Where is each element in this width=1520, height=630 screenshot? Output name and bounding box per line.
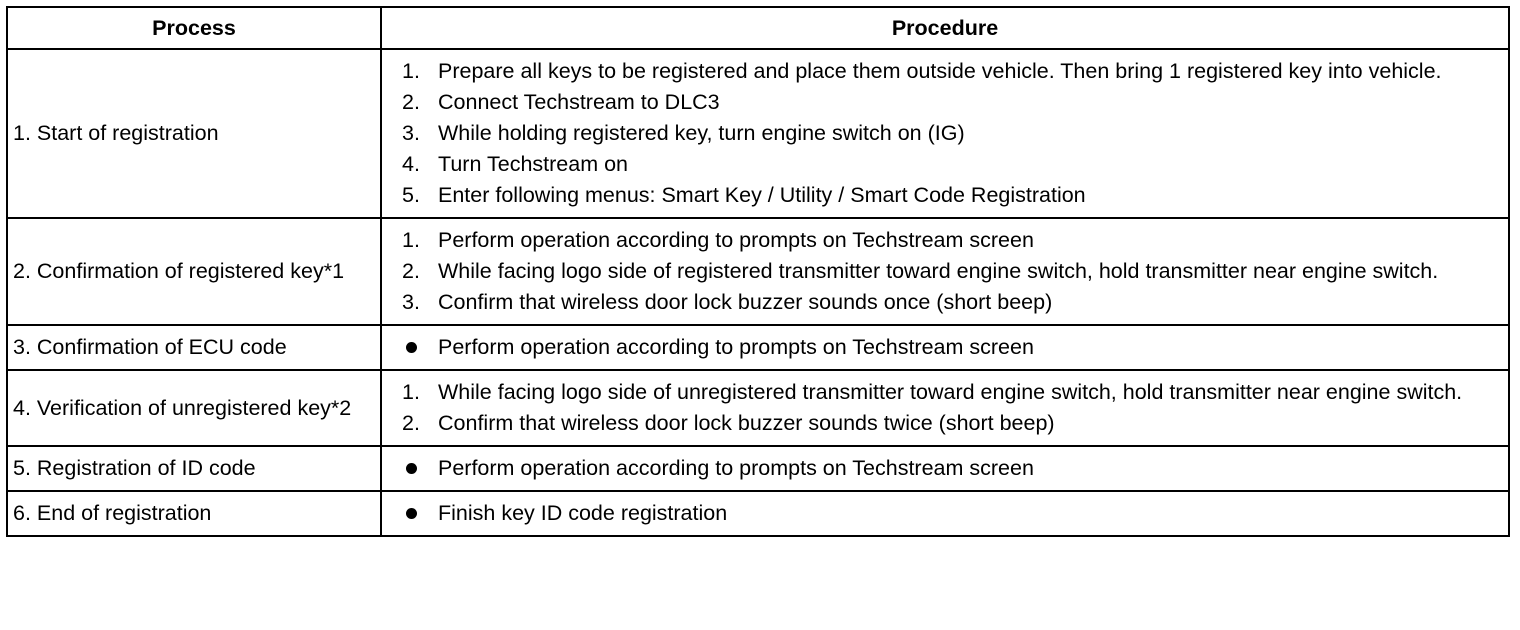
step-text: While holding registered key, turn engine switch on (IG)	[438, 121, 965, 145]
step-text: Perform operation according to prompts on Techstream screen	[438, 456, 1034, 480]
step-item	[402, 256, 1500, 287]
step-text: Finish key ID code registration	[438, 501, 728, 525]
step-text: Connect Techstream to DLC3	[438, 90, 720, 114]
step-number: 1.	[402, 380, 420, 404]
step-item	[402, 287, 1500, 318]
step-item	[402, 453, 1500, 484]
step-number: 5.	[402, 183, 420, 207]
step-text: While facing logo side of unregistered transmitter toward engine switch, hold transmitter near engine switch.	[438, 380, 1463, 404]
step-text: Confirm that wireless door lock buzzer sounds once (short beep)	[438, 290, 1053, 314]
procedure-cell	[381, 218, 1509, 325]
table-row	[7, 325, 1509, 370]
procedure-cell	[381, 325, 1509, 370]
table-row	[7, 491, 1509, 536]
step-text: Perform operation according to prompts on Techstream screen	[438, 228, 1034, 252]
step-text: Perform operation according to prompts on Techstream screen	[438, 335, 1034, 359]
process-cell: 1. Start of registration	[7, 49, 381, 218]
step-list	[402, 498, 1500, 529]
process-cell: 4. Verification of unregistered key*2	[7, 370, 381, 446]
process-cell: 3. Confirmation of ECU code	[7, 325, 381, 370]
step-item	[402, 408, 1500, 439]
step-text: Enter following menus: Smart Key / Utility / Smart Code Registration	[438, 183, 1086, 207]
procedure-cell	[381, 446, 1509, 491]
process-cell: 5. Registration of ID code	[7, 446, 381, 491]
table-row	[7, 370, 1509, 446]
table-row	[7, 218, 1509, 325]
header-procedure: Procedure	[381, 7, 1509, 49]
process-cell: 2. Confirmation of registered key*1	[7, 218, 381, 325]
header-row	[7, 7, 1509, 49]
step-number: 2.	[402, 411, 420, 435]
step-text: Turn Techstream on	[438, 152, 629, 176]
procedure-table	[6, 6, 1510, 537]
step-number: 3.	[402, 290, 420, 314]
step-list	[402, 453, 1500, 484]
step-text: While facing logo side of registered transmitter toward engine switch, hold transmitter near engine switch.	[438, 259, 1439, 283]
step-item	[402, 332, 1500, 363]
step-item	[402, 87, 1500, 118]
procedure-cell	[381, 370, 1509, 446]
step-text: Prepare all keys to be registered and place them outside vehicle. Then bring 1 registered key into vehicle.	[438, 59, 1442, 83]
procedure-table-container	[6, 6, 1510, 537]
step-number: 1.	[402, 59, 420, 83]
step-number: 4.	[402, 152, 420, 176]
step-list	[402, 56, 1500, 211]
step-item	[402, 149, 1500, 180]
header-process: Process	[7, 7, 381, 49]
process-cell: 6. End of registration	[7, 491, 381, 536]
step-item	[402, 377, 1500, 408]
step-list	[402, 225, 1500, 318]
step-number: 1.	[402, 228, 420, 252]
table-row	[7, 446, 1509, 491]
table-row	[7, 49, 1509, 218]
step-item	[402, 56, 1500, 87]
step-list	[402, 332, 1500, 363]
step-list	[402, 377, 1500, 439]
step-item	[402, 498, 1500, 529]
procedure-cell	[381, 49, 1509, 218]
step-item	[402, 118, 1500, 149]
step-text: Confirm that wireless door lock buzzer sounds twice (short beep)	[438, 411, 1055, 435]
step-number: 2.	[402, 90, 420, 114]
step-item	[402, 225, 1500, 256]
step-number: 3.	[402, 121, 420, 145]
step-item	[402, 180, 1500, 211]
procedure-cell	[381, 491, 1509, 536]
step-number: 2.	[402, 259, 420, 283]
